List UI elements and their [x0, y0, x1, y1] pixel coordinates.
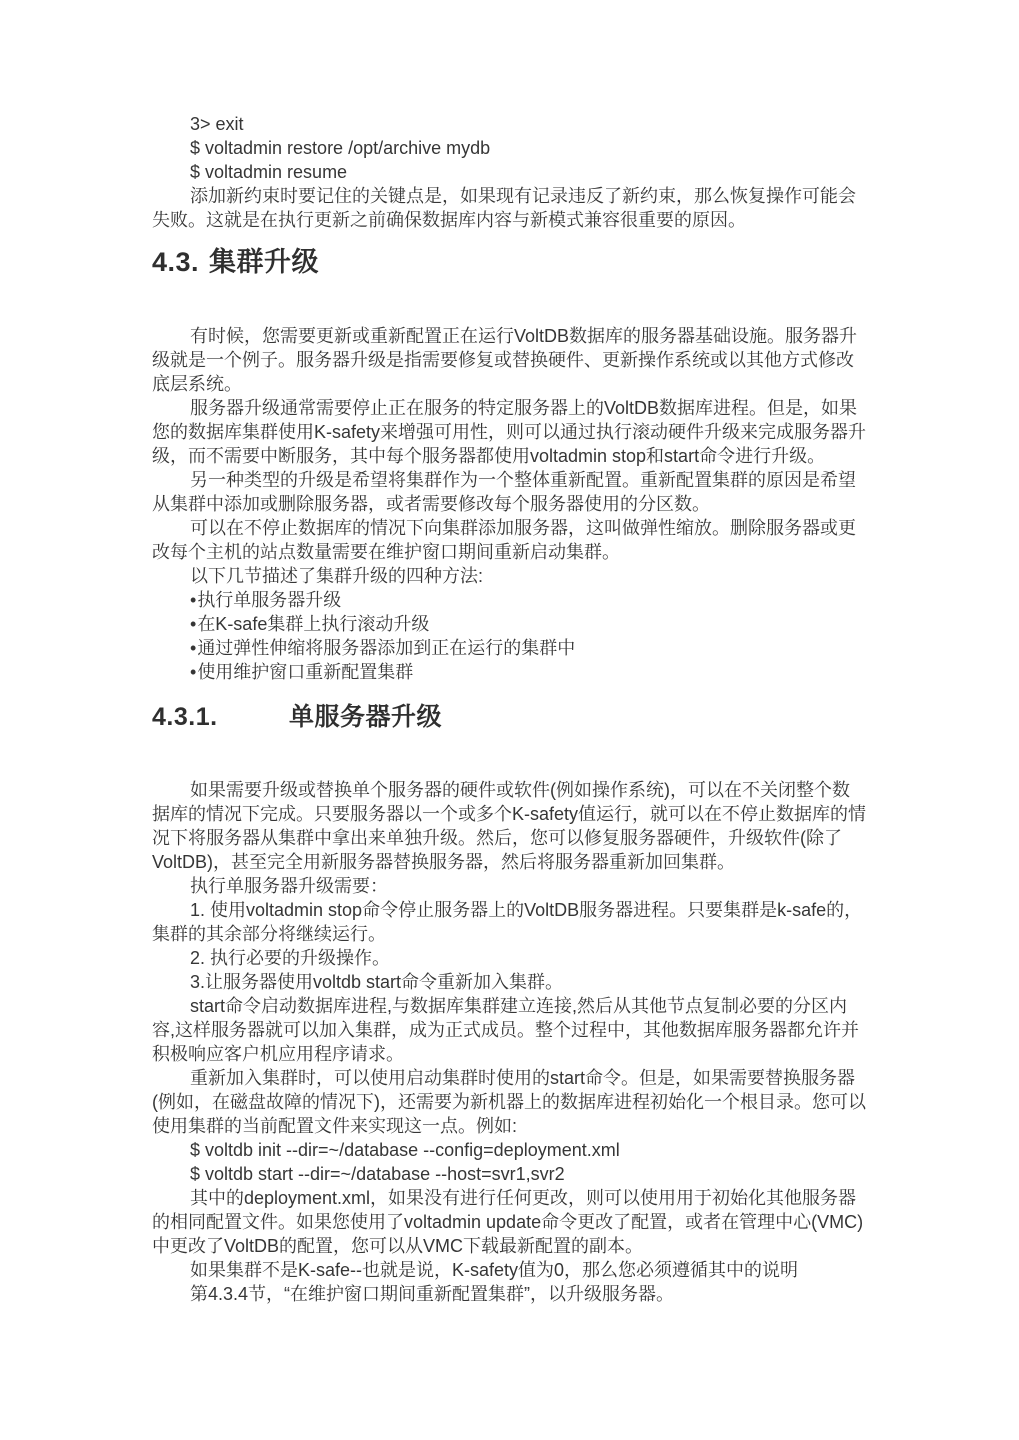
paragraph: 如果需要升级或替换单个服务器的硬件或软件(例如操作系统)，可以在不关闭整个数据库的情况下完成。只要服务器以一个或多个K-safety值运行，就可以在不停止数据库的情况下将服务器从集群中拿出来单独升级。然后，您可以修复服务器硬件，升级软件(除了VoltDB)，甚至完全用新服务器替换服务器，然后将服务器重新加回集群。: [152, 780, 867, 872]
paragraph: 2. 执行必要的升级操作。: [190, 948, 391, 968]
code-line: $ voltadmin resume: [190, 162, 348, 182]
paragraph: 添加新约束时要记住的关键点是，如果现有记录违反了新约束，那么恢复操作可能会失败。这就是在执行更新之前确保数据库内容与新模式兼容很重要的原因。: [152, 186, 856, 230]
paragraph: 第4.3.4节，“在维护窗口期间重新配置集群”，以升级服务器。: [190, 1284, 675, 1304]
bullet-item-label: 在K-safe集群上执行滚动升级: [197, 614, 430, 634]
code-line: 3> exit: [190, 114, 244, 134]
paragraph: 执行单服务器升级需要：: [190, 876, 388, 896]
code-line: $ voltadmin restore /opt/archive mydb: [190, 138, 491, 158]
bullet-item: [152, 636, 867, 660]
bullet-icon: •: [190, 614, 197, 634]
section-heading: [152, 246, 867, 278]
paragraph: 如果集群不是K-safe--也就是说，K-safety值为0，那么您必须遵循其中的说明: [190, 1260, 799, 1280]
paragraph: 3.让服务器使用voltdb start命令重新加入集群。: [190, 972, 564, 992]
bullet-item-label: 执行单服务器升级: [197, 590, 342, 610]
paragraph: start命令启动数据库进程,与数据库集群建立连接,然后从其他节点复制必要的分区内容,这样服务器就可以加入集群，成为正式成员。整个过程中，其他数据库服务器都允许并积极响应客户机应用程序请求。: [152, 996, 859, 1064]
paragraph: 另一种类型的升级是希望将集群作为一个整体重新配置。重新配置集群的原因是希望从集群中添加或删除服务器，或者需要修改每个服务器使用的分区数。: [152, 470, 856, 514]
paragraph: 以下几节描述了集群升级的四种方法:: [190, 566, 483, 586]
section-title: 单服务器升级: [289, 703, 443, 731]
section-title: 集群升级: [209, 247, 320, 277]
section-number: 4.3.: [152, 247, 200, 277]
bullet-item: [152, 588, 867, 612]
paragraph: 服务器升级通常需要停止正在服务的特定服务器上的VoltDB数据库进程。但是，如果您的数据库集群使用K-safety来增强可用性，则可以通过执行滚动硬件升级来完成服务器升级，而不需要中断服务，其中每个服务器都使用voltadmin stop和start命令进行升级。: [152, 398, 867, 466]
bullet-icon: •: [190, 638, 197, 658]
bullet-item: [152, 612, 867, 636]
code-line: $ voltdb init --dir=~/database --config=deployment.xml: [190, 1140, 620, 1160]
code-line: $ voltdb start --dir=~/database --host=svr1,svr2: [190, 1164, 565, 1184]
paragraph: 可以在不停止数据库的情况下向集群添加服务器，这叫做弹性缩放。删除服务器或更改每个主机的站点数量需要在维护窗口期间重新启动集群。: [152, 518, 856, 562]
paragraph: 其中的deployment.xml，如果没有进行任何更改，则可以使用用于初始化其他服务器的相同配置文件。如果您使用了voltadmin update命令更改了配置，或者在管理中心(VMC)中更改了VoltDB的配置，您可以从VMC下载最新配置的副本。: [152, 1188, 864, 1256]
subsection-heading: [152, 702, 867, 732]
section-number: 4.3.1.: [152, 703, 218, 731]
bullet-item-label: 通过弹性伸缩将服务器添加到正在运行的集群中: [197, 638, 576, 658]
bullet-icon: •: [190, 662, 197, 682]
paragraph: 1. 使用voltadmin stop命令停止服务器上的VoltDB服务器进程。只要集群是k-safe的，集群的其余部分将继续运行。: [152, 900, 863, 944]
bullet-item: [152, 660, 867, 684]
bullet-icon: •: [190, 590, 197, 610]
bullet-item-label: 使用维护窗口重新配置集群: [197, 662, 414, 682]
paragraph: 有时候，您需要更新或重新配置正在运行VoltDB数据库的服务器基础设施。服务器升级就是一个例子。服务器升级是指需要修复或替换硬件、更新操作系统或以其他方式修改底层系统。: [152, 326, 858, 394]
paragraph: 重新加入集群时，可以使用启动集群时使用的start命令。但是，如果需要替换服务器(例如，在磁盘故障的情况下)，还需要为新机器上的数据库进程初始化一个根目录。您可以使用集群的当前配置文件来实现这一点。例如:: [152, 1068, 866, 1136]
